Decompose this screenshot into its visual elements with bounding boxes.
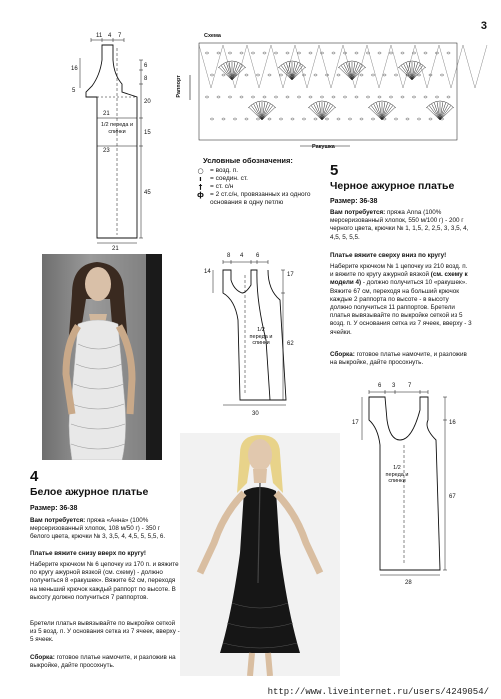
model5-number: 5: [330, 162, 339, 179]
legend-text: = возд. п.: [210, 167, 239, 174]
model5-instructions: Наберите крючком № 1 цепочку из 210 возд. п. и вяжите по кругу ажурной вязкой (см. схему к модели 4) - должно получиться 10 «ракушек». Вяжите 67 см, переходя на больший крючок каждые 2 раппорта по высоте - в высоту должно получиться 11 раппортов. Бретели платья вывязывайте по выкройке сеткой из 5 возд. п. У основания сетка из 7 ячеек, вверху - 3 ячейки.: [330, 263, 472, 336]
p5a-dim-8: 8: [227, 253, 231, 259]
model4-materials: Вам потребуется: пряжа «Анна» (100% мерсеризованный хлопок, 108 м/50 г) - 350 г белого цвета, крючки № 3, 3,5, 4, 4,5, 5, 5,5, 6.: [30, 517, 166, 541]
p4-dim-5: 5: [72, 88, 76, 94]
black-dress-figure: [180, 433, 340, 676]
legend-symbol: ı: [199, 175, 202, 183]
model4-number: 4: [30, 468, 39, 485]
model4-assembly: Сборка: готовое платье намочите, и разложив на выкройке, дайте просохнуть.: [30, 654, 176, 670]
legend-symbol: †: [198, 183, 203, 191]
black-dress-photo: [180, 433, 340, 676]
p5b-dim-67: 67: [449, 494, 456, 500]
page-number: 3: [480, 20, 487, 32]
p4-dim-45: 45: [144, 190, 151, 196]
p5a-dim-14: 14: [204, 269, 211, 275]
model4-straps: Бретели платья вывязывайте по выкройке сеткой из 5 возд. п. У основания сетка из 7 ячеек, вверху - 5 ячеек.: [30, 620, 180, 644]
p5b-dim-7: 7: [408, 383, 412, 389]
p4-dim-21b: 21: [112, 246, 119, 252]
legend-item: [195, 191, 325, 207]
p5a-dim-4: 4: [240, 253, 244, 259]
p5b-dim-17: 17: [352, 420, 359, 426]
crochet-chart: [190, 43, 487, 146]
pattern-4-schematic: [80, 38, 143, 243]
legend-item: [195, 167, 325, 175]
legend-text: = соедин. ст.: [210, 175, 248, 182]
model5-assembly: Сборка: готовое платье намочите, и разложив на выкройке, дайте просохнуть.: [330, 351, 467, 367]
model5-materials: Вам потребуется: пряжа Anna (100% мерсеризованный хлопок, 550 м/100 г) - 200 г черного цвета, крючки № 1, 1,5, 2, 2,5, 3, 3,5, 4, 4,5, 5, 5,5.: [330, 209, 469, 241]
p5b-dim-16: 16: [449, 420, 456, 426]
p4-dim-21a: 21: [103, 111, 110, 117]
p4-dim-6: 6: [144, 63, 148, 69]
model5-size: Размер: 36-38: [330, 198, 378, 205]
legend-title: Условные обозначения:: [203, 156, 293, 165]
p4-inner-label: 1/2 переда и спинки: [100, 122, 134, 135]
white-dress-photo: [42, 254, 162, 460]
legend-symbol: ф: [197, 191, 204, 199]
p4-dim-4: 4: [108, 33, 112, 39]
p4-dim-8: 8: [144, 76, 148, 82]
chart-side-label: Раппорт: [176, 75, 182, 98]
p5b-dim-3: 3: [392, 383, 396, 389]
p4-dim-20: 20: [144, 99, 151, 105]
legend-item: [195, 183, 325, 191]
model4-size: Размер: 36-38: [30, 505, 78, 512]
legend-text: = ст. с/н: [210, 183, 234, 190]
legend-symbol: ○: [197, 167, 204, 175]
p5b-dim-28: 28: [405, 580, 412, 586]
chart-bottom-label: Ракушка: [312, 144, 335, 150]
p5b-inner-label: 1/2 переда и спинки: [385, 465, 409, 484]
p5a-dim-17: 17: [287, 272, 294, 278]
p4-dim-23: 23: [103, 148, 110, 154]
p5a-dim-30: 30: [252, 411, 259, 417]
p4-dim-15: 15: [144, 130, 151, 136]
p5a-dim-6: 6: [256, 253, 260, 259]
chart-title: Схема: [204, 33, 221, 39]
p4-dim-11: 11: [96, 33, 103, 39]
source-url[interactable]: http://www.liveinternet.ru/users/4249054/: [267, 687, 489, 697]
p4-dim-7: 7: [118, 33, 122, 39]
model5-title: Черное ажурное платье: [330, 180, 455, 192]
legend-text: = 2 ст.с/н, провязанных из одного основания в одну петлю: [210, 191, 311, 206]
p5a-dim-62: 62: [287, 341, 294, 347]
white-dress-figure: [42, 254, 162, 460]
p4-dim-16: 16: [71, 66, 78, 72]
model4-howto-title: Платье вяжите снизу вверх по кругу!: [30, 550, 146, 557]
pattern-4-labels: [71, 33, 151, 252]
legend-item: [195, 175, 325, 183]
model4-title: Белое ажурное платье: [30, 486, 149, 498]
model4-instructions: Наберите крючком № 6 цепочку из 170 п. и вяжите по кругу ажурной вязкой (см. схему) - должно получиться 8 «ракушек». Вяжите 62 см, переходя на меньший крючок каждый раппорт по высоте. В высоту должно получиться 7 раппортов.: [30, 561, 179, 601]
model5-howto-title: Платье вяжите сверху вниз по кругу!: [330, 252, 447, 259]
legend: [195, 157, 325, 207]
p5b-dim-6: 6: [378, 383, 382, 389]
p5a-inner-label: 1/2 переда и спинки: [249, 327, 273, 346]
